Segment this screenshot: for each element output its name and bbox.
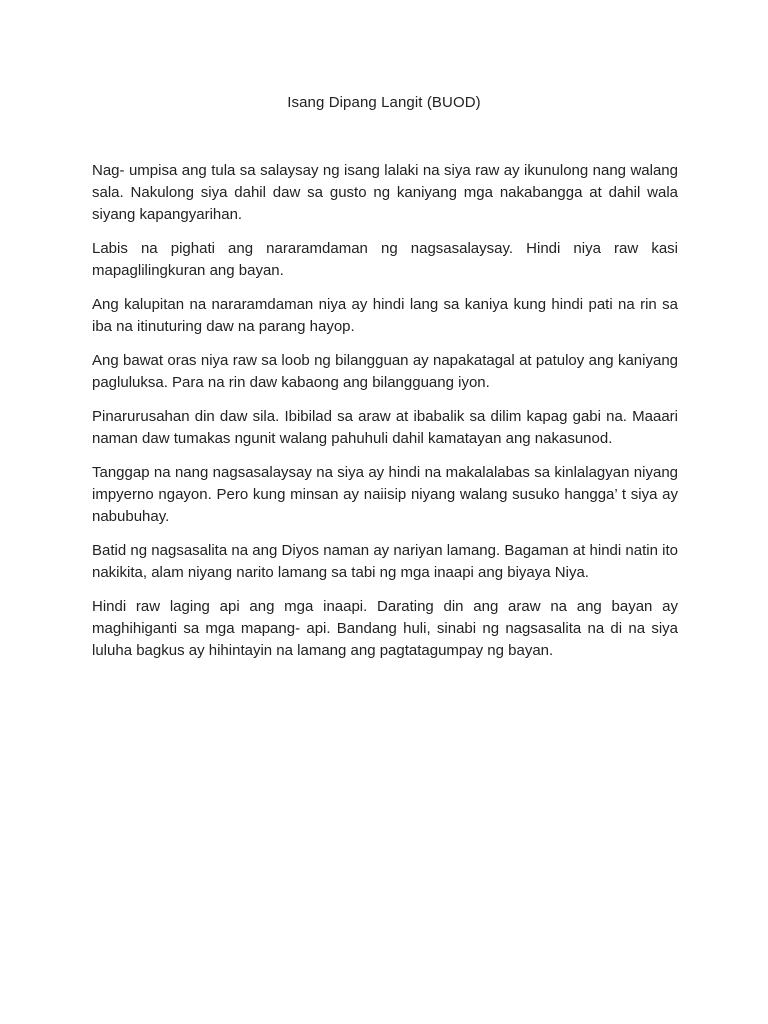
document-body <box>92 160 678 674</box>
paragraph-8: Hindi raw laging api ang mga inaapi. Darating din ang araw na ang bayan ay maghihiganti sa mga mapang- api. Bandang huli, sinabi ng nagsasalita na di na siya luluha bagkus ay hihintayin na lamang ang pagtatagumpay ng bayan. <box>92 598 678 659</box>
paragraph-2: Labis na pighati ang nararamdaman ng nagsasalaysay. Hindi niya raw kasi mapaglilingkuran ang bayan. <box>92 240 678 279</box>
paragraph-5: Pinarurusahan din daw sila. Ibibilad sa araw at ibabalik sa dilim kapag gabi na. Maaari naman daw tumakas ngunit walang pahuhuli dahil kamatayan ang nakasunod. <box>92 408 678 447</box>
paragraph-6: Tanggap na nang nagsasalaysay na siya ay hindi na makalalabas sa kinlalagyan niyang impyerno ngayon. Pero kung minsan ay naiisip niyang walang susuko hangga’ t siya ay nabubuhay. <box>92 464 678 525</box>
document-title: Isang Dipang Langit (BUOD) <box>287 94 481 111</box>
paragraph-7: Batid ng nagsasalita na ang Diyos naman ay nariyan lamang. Bagaman at hindi natin ito nakikita, alam niyang narito lamang sa tabi ng mga inaapi ang biyaya Niya. <box>92 542 678 581</box>
paragraph-4: Ang bawat oras niya raw sa loob ng bilangguan ay napakatagal at patuloy ang kaniyang pagluluksa. Para na rin daw kabaong ang bilangguang iyon. <box>92 352 678 391</box>
paragraph-1: Nag- umpisa ang tula sa salaysay ng isang lalaki na siya raw ay ikunulong nang walang sala. Nakulong siya dahil daw sa gusto ng kaniyang mga nakabangga at dahil wala siyang kapangyarihan. <box>92 162 678 223</box>
paragraph-3: Ang kalupitan na nararamdaman niya ay hindi lang sa kaniya kung hindi pati na rin sa iba na itinuturing daw na parang hayop. <box>92 296 678 335</box>
